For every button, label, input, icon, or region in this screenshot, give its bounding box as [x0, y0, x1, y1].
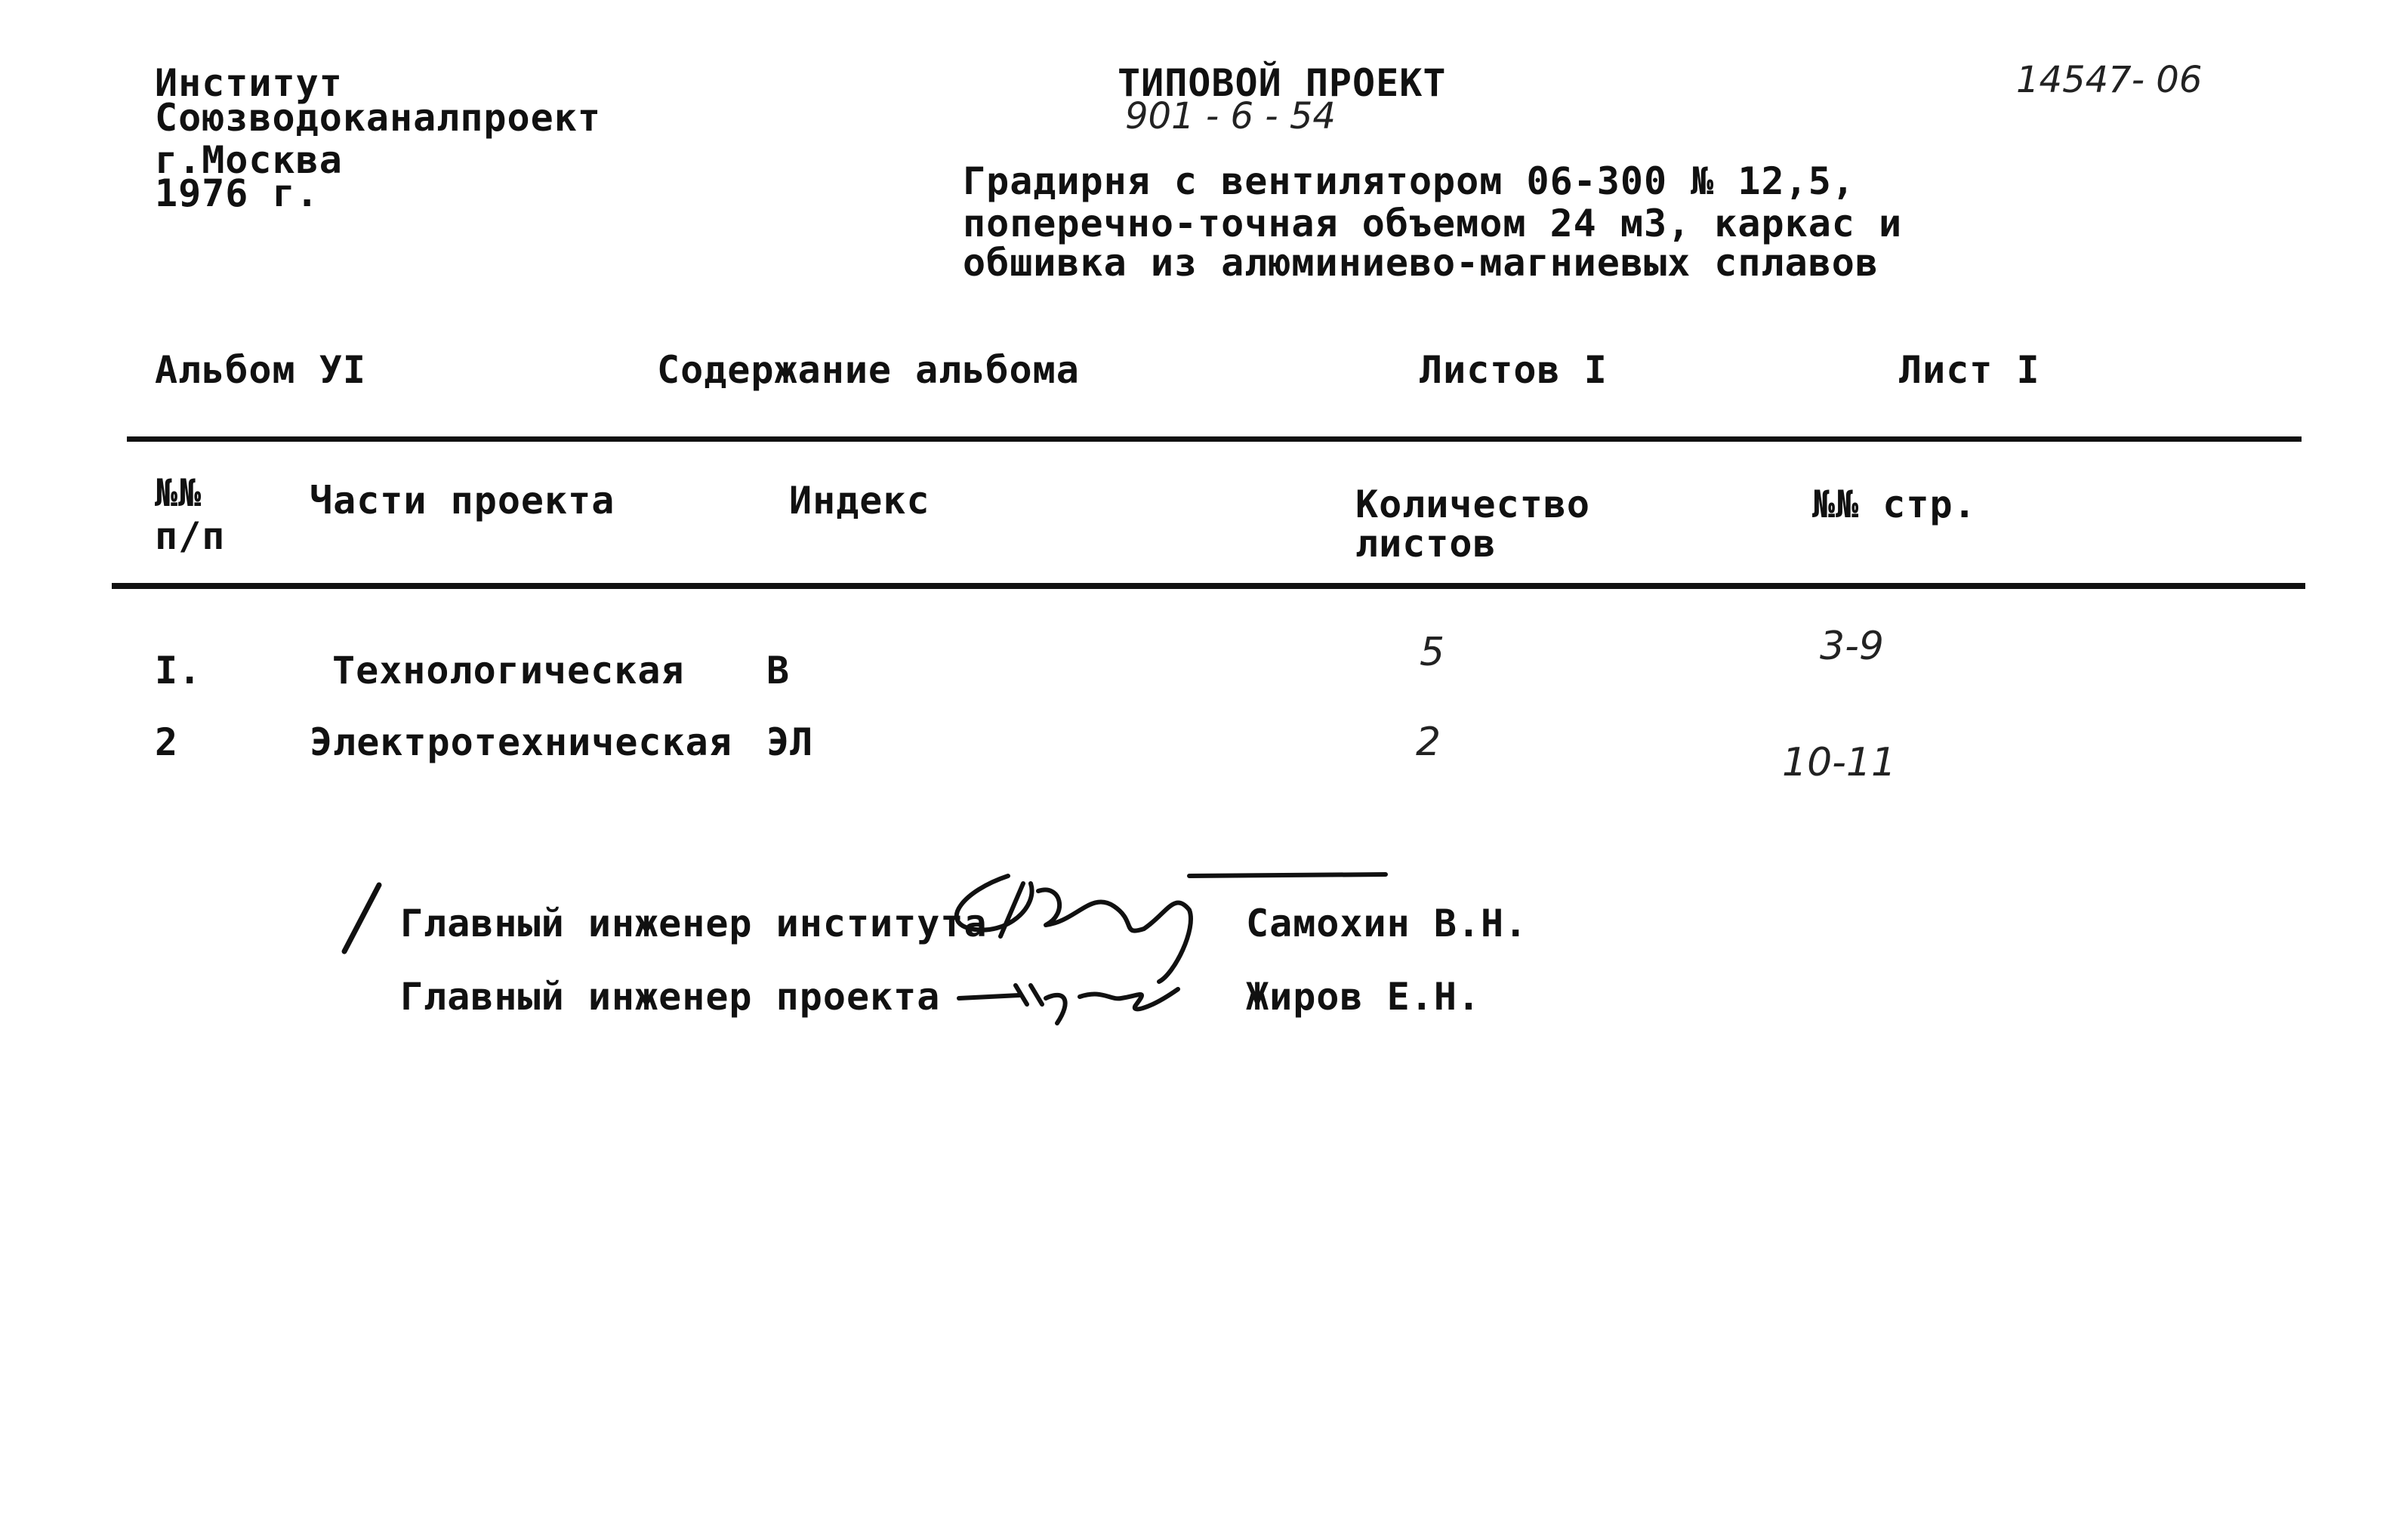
table-row-2-num: 2 — [155, 720, 179, 764]
project-title: ТИПОВОЙ ПРОЕКТ — [1118, 61, 1447, 105]
table-row-1-pages: 3-9 — [1820, 624, 1884, 669]
table-row-1-part: Технологическая — [332, 649, 685, 692]
chief-engineer-institute-name: Самохин В.Н. — [1246, 902, 1528, 945]
header-num-line2: п/п — [155, 514, 226, 558]
table-row-2-pages: 10-11 — [1782, 740, 1897, 785]
header-part: Части проекта — [310, 479, 615, 523]
institute-name: Союзводоканалпроект — [155, 96, 601, 140]
table-row-1-index: В — [766, 649, 791, 692]
project-description-line2: поперечно-точная объемом 24 м3, каркас и — [963, 202, 1903, 245]
chief-engineer-project-name: Жиров Е.Н. — [1246, 975, 1481, 1019]
table-row-1-num: I. — [155, 649, 202, 692]
inventory-number: 14547- 06 — [2016, 59, 2203, 101]
header-pages: №№ стр. — [1812, 483, 1977, 526]
table-header-rule — [112, 583, 2305, 589]
header-index: Индекс — [789, 479, 930, 523]
project-description-line3: обшивка из алюминиево-магниевых сплавов — [963, 241, 1879, 285]
contents-title: Содержание альбома — [657, 348, 1080, 392]
header-qty-line1: Количество — [1355, 483, 1591, 526]
chief-engineer-institute-label: Главный инженер института — [400, 902, 988, 945]
project-description-line1: Градирня с вентилятором 06-300 № 12,5, — [963, 159, 1855, 203]
signature-slash-mark — [340, 882, 385, 957]
table-row-1-qty: 5 — [1420, 630, 1445, 675]
album-label: Альбом УI — [155, 348, 366, 392]
table-row-2-index: ЭЛ — [766, 720, 814, 764]
signature-zhirov — [959, 967, 1216, 1027]
chief-engineer-project-label: Главный инженер проекта — [400, 975, 941, 1019]
institute-label: Институт — [155, 61, 343, 105]
table-row-2-qty: 2 — [1416, 720, 1441, 765]
project-number: 901 - 6 - 54 — [1125, 95, 1336, 137]
header-num-line1: №№ — [155, 471, 202, 515]
table-row-2-part: Электротехническая — [310, 720, 732, 764]
sheets-count: Листов I — [1420, 348, 1608, 392]
header-qty-line2: листов — [1355, 522, 1497, 566]
table-top-rule — [127, 436, 2302, 442]
sheet-number: Лист I — [1899, 348, 2040, 392]
institute-year: 1976 г. — [155, 171, 319, 215]
institute-city: г.Москва — [155, 138, 343, 182]
